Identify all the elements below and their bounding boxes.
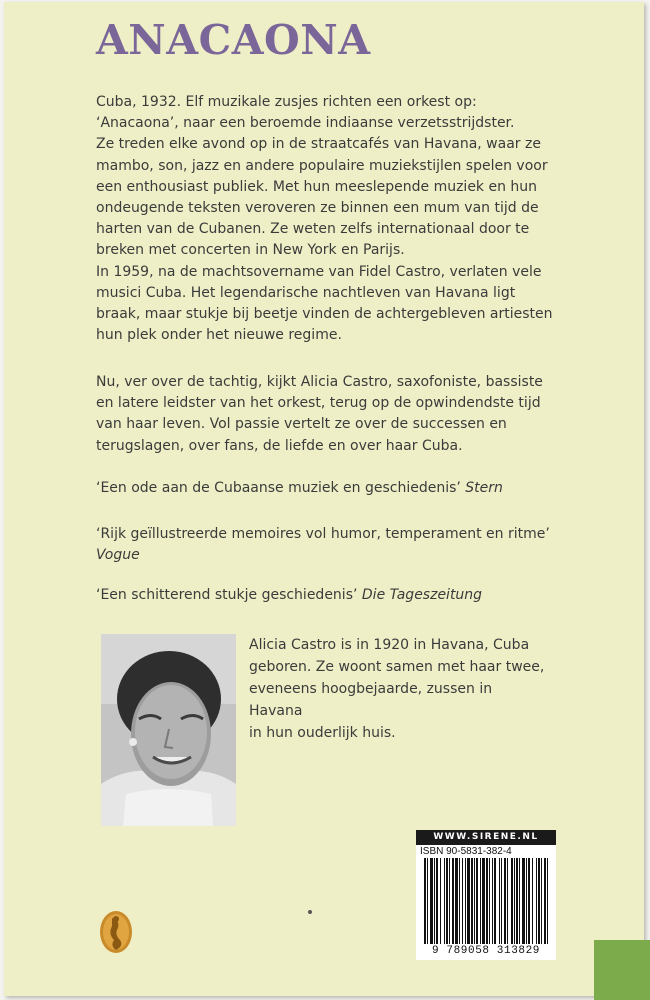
blurb-line: Cuba, 1932. Elf muzikale zusjes richten een orkest op: xyxy=(96,94,477,110)
decorative-dot xyxy=(308,910,312,914)
quote-source: Die Tageszeitung xyxy=(361,587,483,603)
blurb-line: braak, maar stukje bij beetje vinden de achtergebleven artiesten xyxy=(96,306,553,323)
blurb-paragraph-1 xyxy=(96,92,566,346)
sirene-logo-icon xyxy=(96,906,136,956)
book-back-cover xyxy=(4,2,644,996)
author-photo xyxy=(101,634,236,826)
blurb-line: en latere leidster van het orkest, terug op de opwindendste tijd xyxy=(96,395,541,412)
press-quote-stern xyxy=(96,478,566,499)
barcode-icon xyxy=(424,858,548,944)
author-portrait-illustration xyxy=(101,634,236,826)
quote-text: ‘Een schitterend stukje geschiedenis’ xyxy=(96,587,358,603)
blurb-line: Nu, ver over de tachtig, kijkt Alicia Castro, saxofoniste, bassiste xyxy=(96,374,543,390)
blurb-line: een enthousiast publiek. Met hun meeslepende muziek en hun xyxy=(96,178,538,195)
watermark-corner xyxy=(594,940,650,1000)
publisher-url: WWW.SIRENE.NL xyxy=(416,830,556,845)
blurb-line: Ze treden elke avond op in de straatcafés van Havana, waar ze xyxy=(96,136,541,153)
isbn-barcode-block xyxy=(416,845,556,960)
blurb-line: ‘Anacaona’, naar een beroemde indiaanse verzetsstrijdster. xyxy=(96,115,515,132)
blurb-line: terugslagen, over fans, de liefde en over haar Cuba. xyxy=(96,437,463,454)
quote-text: ‘Een ode aan de Cubaanse muziek en geschiedenis’ xyxy=(96,480,461,496)
book-title: ANACAONA xyxy=(96,16,371,64)
sirene-mermaid-logo xyxy=(96,906,136,956)
author-bio xyxy=(249,634,549,744)
bio-line: Alicia Castro is in 1920 in Havana, Cuba xyxy=(249,637,530,653)
blurb-line: ondeugende teksten veroveren ze binnen een mum van tijd de xyxy=(96,200,539,217)
press-quote-vogue xyxy=(96,524,566,566)
bio-line: eveneens hoogbejaarde, zussen in Havana xyxy=(249,681,493,719)
blurb-line: harten van de Cubanen. Ze weten zelfs internationaal door te xyxy=(96,221,530,238)
quote-text: ‘Rijk geïllustreerde memoires vol humor, temperament en ritme’ xyxy=(96,526,550,542)
blurb-line: musici Cuba. Het legendarische nachtleven van Havana ligt xyxy=(96,284,516,301)
quote-source: Stern xyxy=(465,480,503,496)
bio-line: geboren. Ze woont samen met haar twee, xyxy=(249,659,545,675)
isbn-number: ISBN 90-5831-382-4 xyxy=(420,846,512,857)
blurb-line: van haar leven. Vol passie vertelt ze over de successen en xyxy=(96,416,507,433)
blurb-line: mambo, son, jazz en andere populaire muziekstijlen spelen voor xyxy=(96,157,548,174)
blurb-line: In 1959, na de machtsovername van Fidel Castro, verlaten vele xyxy=(96,263,542,280)
blurb-line: breken met concerten in New York en Parijs. xyxy=(96,242,405,259)
blurb-paragraph-2 xyxy=(96,372,566,457)
ean-number: 9 789058 313829 xyxy=(431,945,541,957)
blurb-line: hun plek onder het nieuwe regime. xyxy=(96,327,342,344)
quote-source: Vogue xyxy=(96,547,140,564)
bio-line: in hun ouderlijk huis. xyxy=(249,725,396,741)
press-quote-tageszeitung xyxy=(96,585,566,606)
